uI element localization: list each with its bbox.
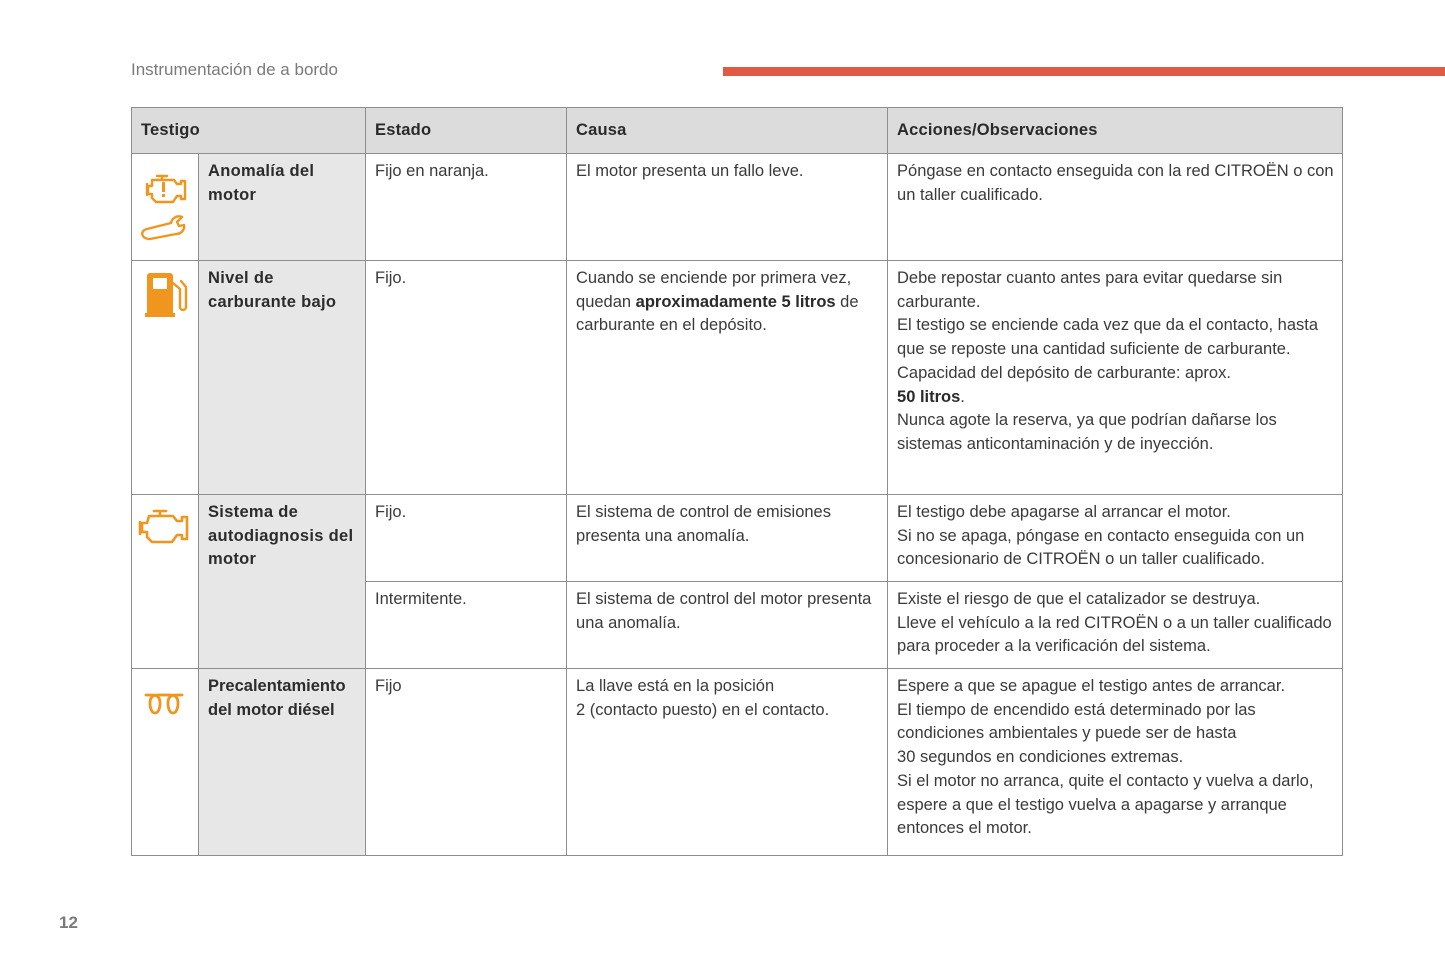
- estado-cell: [366, 495, 567, 582]
- causa-bold-text: aproximadamente 5 litros: [635, 292, 836, 311]
- acciones-text: Existe el riesgo de que el catalizador se destruya. Lleve el vehículo a la red CITROËN o a un taller cualificado para proceder a la verificación del sistema.: [897, 590, 1332, 656]
- estado-text: Intermitente.: [375, 590, 467, 608]
- acciones-cell: [888, 261, 1343, 495]
- tank-capacity-value: 50 litros: [897, 387, 961, 406]
- warning-name-cell: [199, 669, 366, 856]
- table-row: [132, 261, 1343, 495]
- icon-cell: [132, 669, 199, 856]
- warning-name: Precalentamiento del motor diésel: [208, 677, 346, 719]
- causa-text: Cuando se enciende por primera vez, quedan aproximadamente 5 litros de carburante en el depósito.: [576, 269, 859, 335]
- causa-cell: [567, 582, 888, 669]
- table-header-row: [132, 108, 1343, 154]
- glow-plug-icon: [143, 689, 187, 717]
- warning-name: Sistema de autodiagnosis del motor: [208, 503, 354, 569]
- warning-name: Anomalía del motor: [208, 162, 315, 204]
- warning-lights-table: [131, 107, 1343, 856]
- causa-text: El motor presenta un fallo leve.: [576, 162, 804, 180]
- header-testigo: Testigo: [132, 108, 366, 154]
- estado-cell: [366, 582, 567, 669]
- acciones-cell: [888, 582, 1343, 669]
- warning-name-cell: [199, 154, 366, 261]
- estado-text: Fijo.: [375, 503, 407, 521]
- wrench-icon: [139, 214, 191, 242]
- estado-cell: [366, 669, 567, 856]
- warning-name: Nivel de carburante bajo: [208, 269, 337, 311]
- header-causa: Causa: [567, 108, 888, 154]
- table-row: [132, 154, 1343, 261]
- warning-name-cell: [199, 261, 366, 495]
- icon-cell: [132, 261, 199, 495]
- estado-text: Fijo: [375, 677, 402, 695]
- engine-check-icon: [136, 505, 194, 549]
- fuel-pump-icon: [142, 269, 188, 319]
- acciones-cell: [888, 495, 1343, 582]
- causa-text: La llave está en la posición 2 (contacto puesto) en el contacto.: [576, 677, 830, 719]
- causa-cell: [567, 154, 888, 261]
- icon-cell: [132, 495, 199, 669]
- page-header-title: Instrumentación de a bordo: [131, 60, 338, 79]
- header-acciones: Acciones/Observaciones: [888, 108, 1343, 154]
- estado-cell: [366, 154, 567, 261]
- acciones-text: El testigo debe apagarse al arrancar el motor. Si no se apaga, póngase en contacto enseguida con un concesionario de CITROËN o un taller cualificado.: [897, 503, 1305, 569]
- acciones-text: Espere a que se apague el testigo antes de arrancar. El tiempo de encendido está determinado por las condiciones ambientales y puede ser de hasta 30 segundos en condiciones extremas. Si el motor no arranca, quite el contacto y vuelva a darlo, espere a que el testigo vuelva a apagarse y arranque entonces el motor.: [897, 677, 1314, 838]
- header-accent-bar: [723, 67, 1445, 76]
- acciones-text: Debe repostar cuanto antes para evitar quedarse sin carburante. El testigo se enciende cada vez que da el contacto, hasta que se reposte una cantidad suficiente de carburante. Capacidad del depósito de carburante: aprox. 50 litros. Nunca agote la reserva, ya que podrían dañarse los sistemas anticontaminación y de inyección.: [897, 269, 1319, 453]
- acciones-cell: [888, 154, 1343, 261]
- estado-cell: [366, 261, 567, 495]
- causa-text: El sistema de control del motor presenta una anomalía.: [576, 590, 872, 632]
- causa-text: El sistema de control de emisiones presenta una anomalía.: [576, 503, 831, 545]
- causa-cell: [567, 495, 888, 582]
- engine-warning-icon: [140, 168, 190, 208]
- estado-text: Fijo en naranja.: [375, 162, 489, 180]
- header-estado: Estado: [366, 108, 567, 154]
- acciones-cell: [888, 669, 1343, 856]
- warning-name-cell: [199, 495, 366, 669]
- icon-cell: [132, 154, 199, 261]
- estado-text: Fijo.: [375, 269, 407, 287]
- acciones-text: Póngase en contacto enseguida con la red CITROËN o con un taller cualificado.: [897, 162, 1334, 204]
- causa-cell: [567, 261, 888, 495]
- table-row: [132, 669, 1343, 856]
- causa-cell: [567, 669, 888, 856]
- table-row: [132, 495, 1343, 582]
- page-number: 12: [59, 913, 78, 932]
